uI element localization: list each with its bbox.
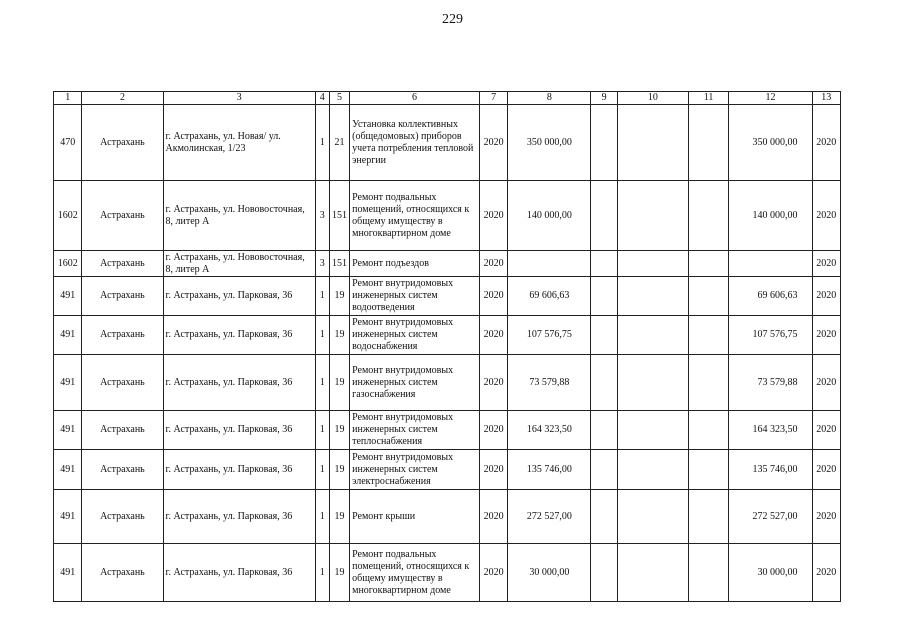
cell-amount: 73 579,88	[508, 355, 591, 411]
cell-amount: 107 576,75	[508, 316, 591, 355]
column-header: 13	[812, 92, 840, 105]
table-row	[54, 411, 841, 450]
cell-total: 30 000,00	[729, 544, 812, 602]
cell-amount	[508, 251, 591, 277]
cell-amount: 140 000,00	[508, 181, 591, 251]
cell-city: Астрахань	[82, 277, 163, 316]
column-header: 4	[315, 92, 329, 105]
cell-id: 491	[54, 277, 82, 316]
cell-col9	[591, 544, 617, 602]
cell-col4: 1	[315, 450, 329, 490]
cell-city: Астрахань	[82, 181, 163, 251]
cell-col4: 1	[315, 316, 329, 355]
cell-total: 69 606,63	[729, 277, 812, 316]
cell-year: 2020	[479, 450, 507, 490]
cell-col9	[591, 316, 617, 355]
cell-col11	[688, 105, 729, 181]
cell-address: г. Астрахань, ул. Парковая, 36	[163, 450, 315, 490]
table-row	[54, 355, 841, 411]
cell-end-year: 2020	[812, 490, 840, 544]
cell-city: Астрахань	[82, 355, 163, 411]
header-row	[54, 92, 841, 105]
cell-col11	[688, 490, 729, 544]
cell-end-year: 2020	[812, 251, 840, 277]
cell-city: Астрахань	[82, 450, 163, 490]
column-header: 2	[82, 92, 163, 105]
cell-id: 491	[54, 544, 82, 602]
cell-col4: 1	[315, 355, 329, 411]
cell-city: Астрахань	[82, 316, 163, 355]
cell-year: 2020	[479, 355, 507, 411]
cell-address: г. Астрахань, ул. Парковая, 36	[163, 490, 315, 544]
cell-end-year: 2020	[812, 544, 840, 602]
table-row	[54, 105, 841, 181]
cell-col9	[591, 355, 617, 411]
cell-address: г. Астрахань, ул. Парковая, 36	[163, 544, 315, 602]
cell-work-type: Ремонт внутридомовых инженерных систем газоснабжения	[350, 355, 480, 411]
cell-id: 1602	[54, 181, 82, 251]
column-header: 10	[617, 92, 688, 105]
data-table	[53, 91, 841, 602]
cell-col4: 3	[315, 251, 329, 277]
cell-address: г. Астрахань, ул. Новая/ ул. Акмолинская, 1/23	[163, 105, 315, 181]
cell-amount: 272 527,00	[508, 490, 591, 544]
cell-col9	[591, 181, 617, 251]
cell-total	[729, 251, 812, 277]
cell-col5: 151	[329, 251, 349, 277]
cell-col9	[591, 411, 617, 450]
cell-col5: 19	[329, 411, 349, 450]
cell-year: 2020	[479, 277, 507, 316]
cell-id: 1602	[54, 251, 82, 277]
column-header: 5	[329, 92, 349, 105]
cell-end-year: 2020	[812, 411, 840, 450]
cell-col4: 1	[315, 411, 329, 450]
cell-col10	[617, 277, 688, 316]
cell-amount: 30 000,00	[508, 544, 591, 602]
cell-address: г. Астрахань, ул. Нововосточная, 8, литер А	[163, 181, 315, 251]
cell-total: 73 579,88	[729, 355, 812, 411]
cell-total: 272 527,00	[729, 490, 812, 544]
cell-work-type: Установка коллективных (общедомовых) приборов учета потребления тепловой энергии	[350, 105, 480, 181]
cell-city: Астрахань	[82, 544, 163, 602]
cell-amount: 164 323,50	[508, 411, 591, 450]
cell-total: 140 000,00	[729, 181, 812, 251]
cell-col9	[591, 251, 617, 277]
cell-work-type: Ремонт внутридомовых инженерных систем водоотведения	[350, 277, 480, 316]
column-header: 1	[54, 92, 82, 105]
cell-address: г. Астрахань, ул. Парковая, 36	[163, 411, 315, 450]
table-row	[54, 316, 841, 355]
cell-amount: 350 000,00	[508, 105, 591, 181]
cell-col5: 19	[329, 490, 349, 544]
cell-city: Астрахань	[82, 490, 163, 544]
cell-address: г. Астрахань, ул. Парковая, 36	[163, 316, 315, 355]
cell-id: 491	[54, 450, 82, 490]
cell-col10	[617, 105, 688, 181]
column-header: 9	[591, 92, 617, 105]
cell-col11	[688, 450, 729, 490]
cell-id: 491	[54, 355, 82, 411]
cell-col9	[591, 105, 617, 181]
cell-city: Астрахань	[82, 251, 163, 277]
cell-year: 2020	[479, 105, 507, 181]
table-row	[54, 490, 841, 544]
cell-col10	[617, 251, 688, 277]
column-header: 6	[350, 92, 480, 105]
cell-end-year: 2020	[812, 316, 840, 355]
cell-col10	[617, 181, 688, 251]
cell-col11	[688, 411, 729, 450]
cell-work-type: Ремонт подъездов	[350, 251, 480, 277]
cell-id: 491	[54, 316, 82, 355]
cell-col9	[591, 490, 617, 544]
cell-year: 2020	[479, 181, 507, 251]
cell-end-year: 2020	[812, 105, 840, 181]
cell-year: 2020	[479, 411, 507, 450]
cell-col11	[688, 316, 729, 355]
cell-work-type: Ремонт внутридомовых инженерных систем электроснабжения	[350, 450, 480, 490]
cell-city: Астрахань	[82, 411, 163, 450]
cell-year: 2020	[479, 544, 507, 602]
cell-total: 135 746,00	[729, 450, 812, 490]
cell-col11	[688, 181, 729, 251]
cell-total: 350 000,00	[729, 105, 812, 181]
column-header: 8	[508, 92, 591, 105]
cell-col4: 1	[315, 490, 329, 544]
cell-year: 2020	[479, 490, 507, 544]
cell-col5: 19	[329, 277, 349, 316]
table-row	[54, 181, 841, 251]
table-row	[54, 450, 841, 490]
cell-end-year: 2020	[812, 450, 840, 490]
cell-total: 164 323,50	[729, 411, 812, 450]
cell-amount: 69 606,63	[508, 277, 591, 316]
cell-col10	[617, 450, 688, 490]
cell-col4: 1	[315, 277, 329, 316]
cell-col5: 19	[329, 544, 349, 602]
cell-col10	[617, 490, 688, 544]
cell-id: 491	[54, 490, 82, 544]
cell-col5: 19	[329, 355, 349, 411]
cell-col11	[688, 277, 729, 316]
cell-work-type: Ремонт внутридомовых инженерных систем теплоснабжения	[350, 411, 480, 450]
cell-col11	[688, 251, 729, 277]
cell-end-year: 2020	[812, 355, 840, 411]
cell-col5: 21	[329, 105, 349, 181]
cell-col4: 1	[315, 544, 329, 602]
cell-col5: 151	[329, 181, 349, 251]
cell-col5: 19	[329, 316, 349, 355]
cell-col11	[688, 544, 729, 602]
cell-year: 2020	[479, 251, 507, 277]
table-row	[54, 544, 841, 602]
table-row	[54, 251, 841, 277]
cell-id: 470	[54, 105, 82, 181]
cell-address: г. Астрахань, ул. Парковая, 36	[163, 355, 315, 411]
cell-col4: 3	[315, 181, 329, 251]
cell-work-type: Ремонт внутридомовых инженерных систем водоснабжения	[350, 316, 480, 355]
cell-col5: 19	[329, 450, 349, 490]
page-number: 229	[442, 12, 463, 27]
column-header: 3	[163, 92, 315, 105]
table-row	[54, 277, 841, 316]
cell-col9	[591, 277, 617, 316]
cell-col10	[617, 411, 688, 450]
cell-address: г. Астрахань, ул. Нововосточная, 8, литер А	[163, 251, 315, 277]
column-header: 7	[479, 92, 507, 105]
cell-col10	[617, 316, 688, 355]
cell-work-type: Ремонт крыши	[350, 490, 480, 544]
cell-col4: 1	[315, 105, 329, 181]
cell-id: 491	[54, 411, 82, 450]
column-header: 11	[688, 92, 729, 105]
cell-col9	[591, 450, 617, 490]
cell-end-year: 2020	[812, 277, 840, 316]
cell-col10	[617, 544, 688, 602]
cell-work-type: Ремонт подвальных помещений, относящихся к общему имуществу в многоквартирном доме	[350, 544, 480, 602]
cell-end-year: 2020	[812, 181, 840, 251]
column-header: 12	[729, 92, 812, 105]
cell-col10	[617, 355, 688, 411]
cell-city: Астрахань	[82, 105, 163, 181]
cell-year: 2020	[479, 316, 507, 355]
cell-col11	[688, 355, 729, 411]
cell-work-type: Ремонт подвальных помещений, относящихся к общему имуществу в многоквартирном доме	[350, 181, 480, 251]
cell-amount: 135 746,00	[508, 450, 591, 490]
cell-address: г. Астрахань, ул. Парковая, 36	[163, 277, 315, 316]
cell-total: 107 576,75	[729, 316, 812, 355]
